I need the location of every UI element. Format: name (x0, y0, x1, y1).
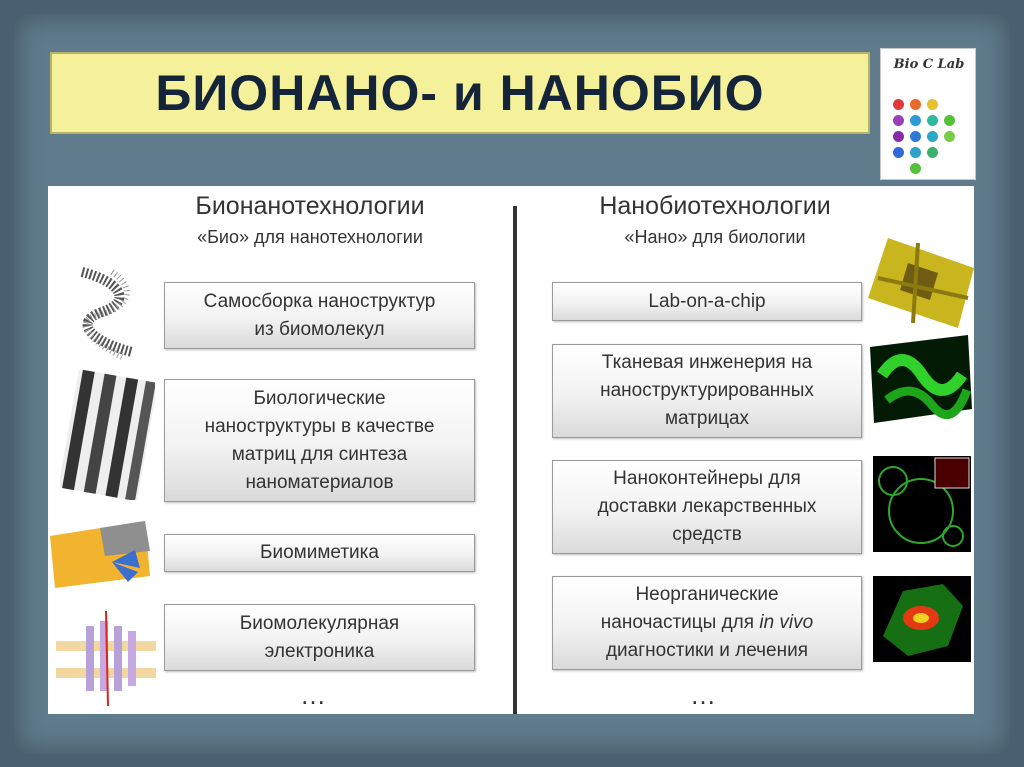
logo-dot (910, 147, 921, 158)
logo-dot (893, 131, 904, 142)
right-column-subtitle: «Нано» для биологии (624, 227, 806, 247)
chip-image (868, 238, 974, 328)
logo-text: Bio C Lab (893, 57, 965, 72)
logo-dot (927, 147, 938, 158)
logo-dot (910, 99, 921, 110)
left-item-self-assembly: Самосборка наноструктур из биомолекул (164, 282, 475, 349)
logo-dot (927, 115, 938, 126)
right-item-nanoparticles-text: Неорганические наночастицы для in vivo диагностики и лечения (600, 584, 814, 661)
left-item-bio-templates: Биологические наноструктуры в качестве матриц для синтеза наноматериалов (164, 379, 475, 502)
left-item-biomimetics: Биомиметика (164, 534, 475, 572)
logo-dot (893, 99, 904, 110)
right-item-nanocontainers: Наноконтейнеры для доставки лекарственных средств (552, 460, 862, 554)
logo-dot (927, 99, 938, 110)
column-divider (513, 206, 517, 714)
logo-dot (893, 147, 904, 158)
nanoparticle-cell-image (873, 576, 971, 662)
right-item-nanoparticles (552, 576, 862, 670)
right-item-tissue-engineering: Тканевая инженерия на наноструктурированных матрицах (552, 344, 862, 438)
right-item-lab-on-chip: Lab-on-a-chip (552, 282, 862, 321)
logo-dot (910, 131, 921, 142)
logo-dot (910, 163, 921, 174)
right-ellipsis: … (690, 680, 720, 710)
logo-dot (944, 115, 955, 126)
green-tissue-image (862, 335, 974, 425)
left-column-subtitle: «Био» для нанотехнологии (197, 227, 423, 247)
butterfly-image (50, 516, 150, 592)
logo-dot (893, 115, 904, 126)
dna-helix-image (62, 262, 160, 362)
logo-dot (927, 131, 938, 142)
logo-dot (944, 131, 955, 142)
biolab-logo (880, 48, 976, 180)
left-item-bioelectronics: Биомолекулярная электроника (164, 604, 475, 671)
membrane-protein-image (56, 606, 156, 710)
right-column-title: Нанобиотехнологии (599, 192, 831, 220)
left-ellipsis: … (300, 680, 330, 710)
title-banner (50, 52, 870, 134)
striped-fiber-image (60, 370, 155, 500)
logo-dot (910, 115, 921, 126)
left-column-title: Бионанотехнологии (195, 192, 425, 220)
nanocontainer-image (873, 456, 971, 552)
slide-title: БИОНАНО- и НАНОБИО (155, 65, 765, 121)
